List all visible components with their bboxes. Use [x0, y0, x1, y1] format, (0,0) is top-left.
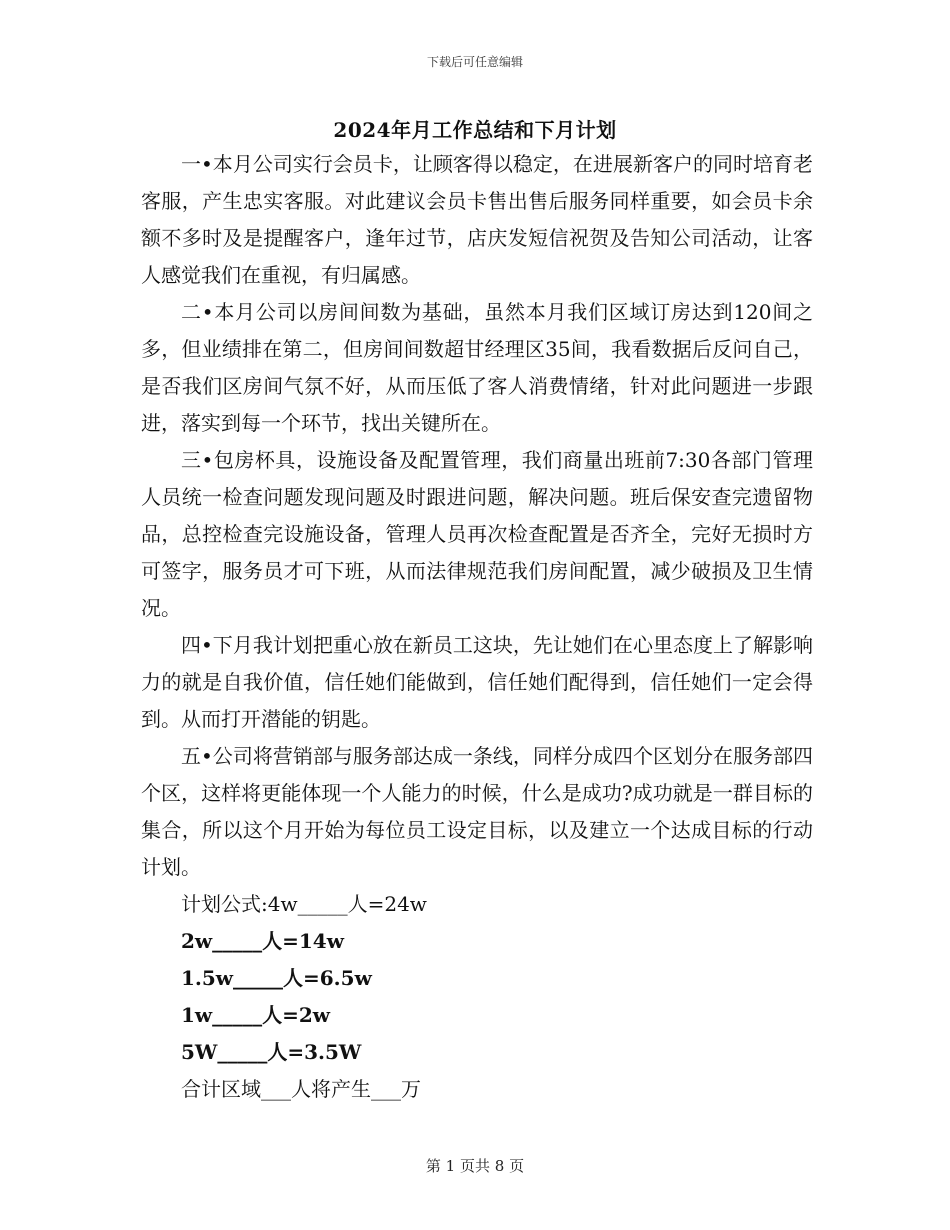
paragraph-4: 四•下月我计划把重心放在新员工这块，先让她们在心里态度上了解影响力的就是自我价值，信任她们能做到，信任她们配得到，信任她们一定会得到。从而打开潜能的钥匙。	[141, 633, 813, 731]
paragraph-5: 五•公司将营销部与服务部达成一条线，同样分成四个区划分在服务部四个区，这样将更能体现一个人能力的时候，什么是成功?成功就是一群目标的集合，所以这个月开始为每位员工设定目标，以及建立一个达成目标的行动计划。	[141, 744, 813, 879]
formula-line-5: 5W_____人=3.5W	[181, 1040, 362, 1064]
formula-total-line: 合计区域___人将产生___万	[181, 1077, 421, 1101]
header-note: 下载后可任意编辑	[426, 55, 523, 69]
formula-line-4: 1w_____人=2w	[181, 1003, 331, 1027]
document-title: 2024年月工作总结和下月计划	[333, 118, 617, 142]
document-body	[141, 146, 813, 1108]
paragraph-1: 一•本月公司实行会员卡，让顾客得以稳定，在进展新客户的同时培育老客服，产生忠实客服。对此建议会员卡售出售后服务同样重要，如会员卡余额不多时及是提醒客户，逢年过节，店庆发短信祝贺及告知公司活动，让客人感觉我们在重视，有归属感。	[141, 152, 813, 287]
paragraph-3: 三•包房杯具，设施设备及配置管理，我们商量出班前7:30各部门管理人员统一检查问题发现问题及时跟进问题，解决问题。班后保安查完遗留物品，总控检查完设施设备，管理人员再次检查配置是否齐全，完好无损时方可签字，服务员才可下班，从而法律规范我们房间配置，减少破损及卫生情况。	[141, 448, 813, 620]
page-number: 第 1 页共 8 页	[425, 1157, 525, 1175]
formula-line-3: 1.5w_____人=6.5w	[181, 966, 372, 990]
formula-line-2: 2w_____人=14w	[181, 929, 344, 953]
paragraph-2: 二•本月公司以房间间数为基础，虽然本月我们区域订房达到120间之多，但业绩排在第二，但房间间数超甘经理区35间，我看数据后反问自己，是否我们区房间气氛不好，从而压低了客人消费情绪，针对此问题进一步跟进，落实到每一个环节，找出关键所在。	[141, 300, 813, 435]
formula-line-1: 计划公式:4w_____人=24w	[181, 892, 427, 916]
